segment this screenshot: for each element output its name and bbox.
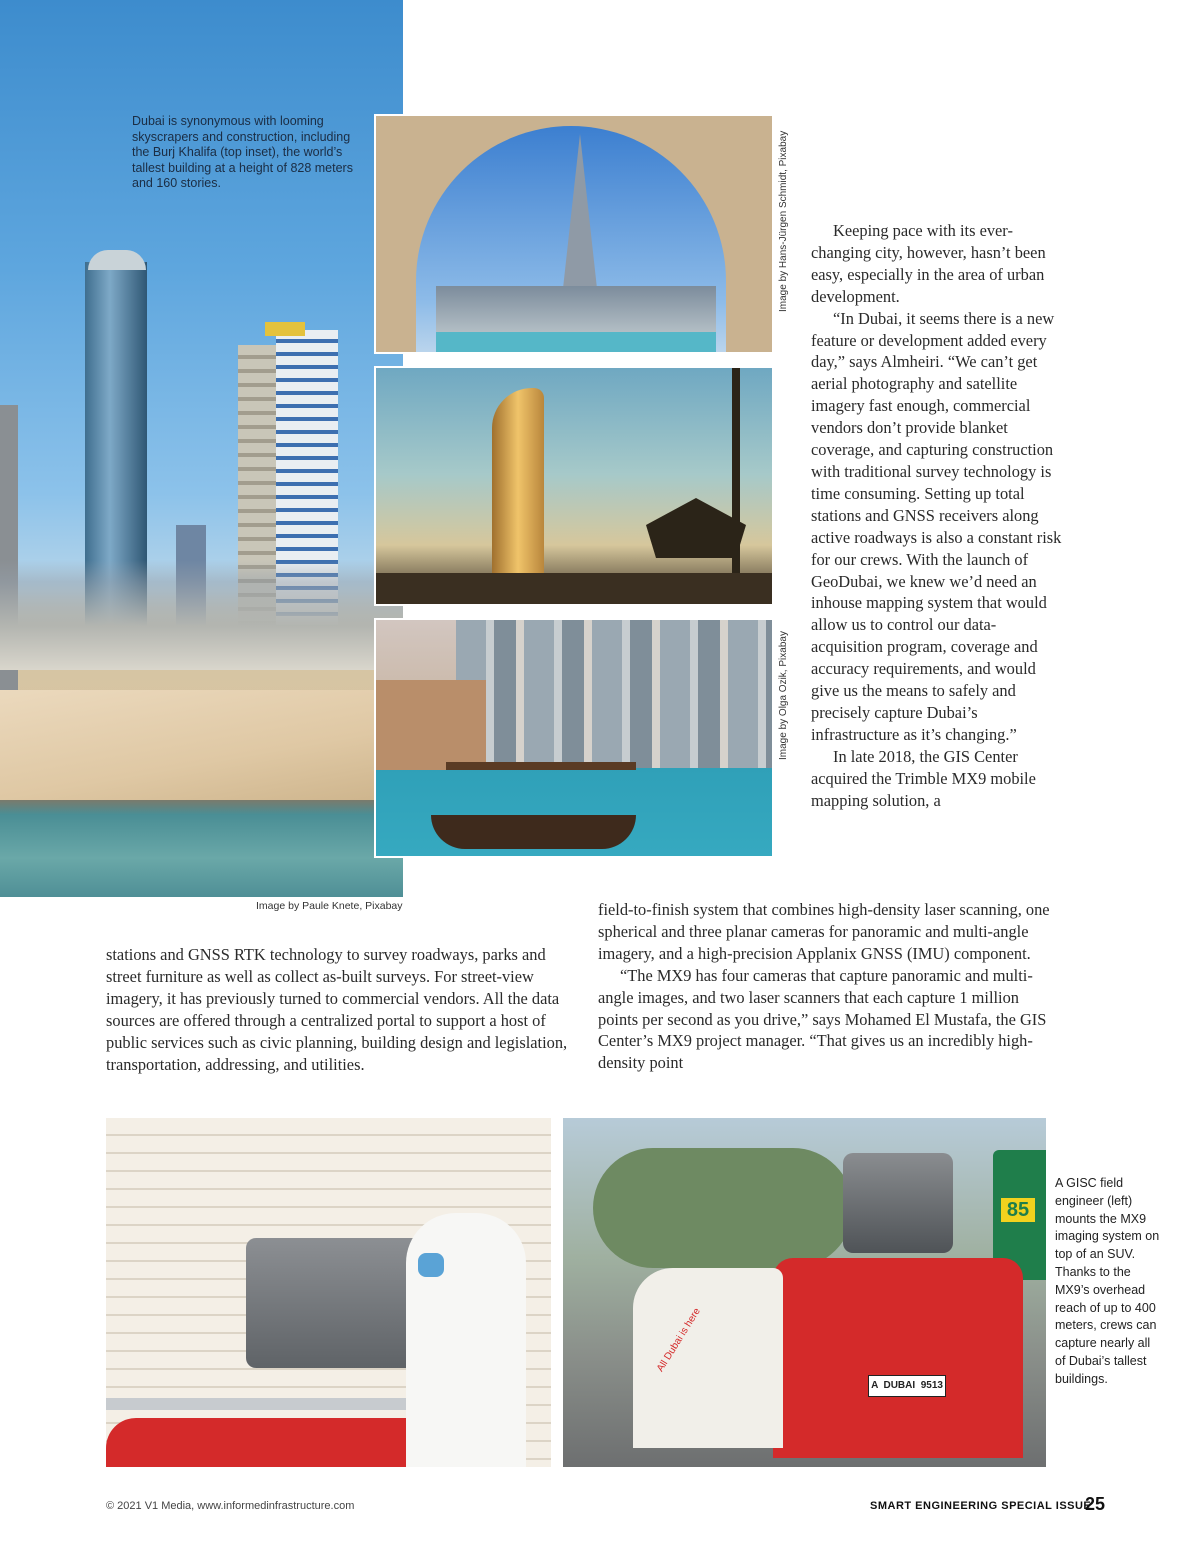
- burj-al-arab-sail: [492, 388, 544, 573]
- photo-engineer-mounting-mx9: [106, 1118, 551, 1467]
- low-buildings: [0, 560, 403, 670]
- road-sign-number: 85: [1001, 1198, 1035, 1222]
- suv-door-text: All Dubai is here: [655, 1306, 703, 1374]
- page-number: 25: [1085, 1494, 1106, 1514]
- trees-background: [593, 1148, 853, 1268]
- skyline-base: [436, 286, 716, 336]
- beach-shore: [376, 573, 774, 606]
- downtown-towers: [456, 620, 774, 768]
- souk-building: [376, 680, 486, 770]
- abra-boat-canopy: [446, 762, 636, 770]
- sand-embankment: [0, 690, 403, 800]
- paragraph: stations and GNSS RTK technology to survey roadways, parks and street furniture as well as collect as-built surveys. For street-view imagery, it has previously turned to commercial vendors. All the data sources are offered through a centralized portal to support a host of public services such as civic planning, building design and legislation, transportation, addressing, and utilities.: [106, 945, 568, 1074]
- paragraph: field-to-finish system that combines high-density laser scanning, one spherical and three planar cameras for panoramic and multi-angle imagery, and a high-precision Applanix GNSS (IMU) component.: [598, 900, 1050, 963]
- paragraph: Keeping pace with its ever-changing city, however, hasn’t been easy, especially in the area of urban development.: [811, 221, 1046, 306]
- footer-copyright: © 2021 V1 Media, www.informedinfrastructure.com: [106, 1500, 355, 1512]
- tower-blue-glass-cap: [88, 250, 146, 270]
- paragraph: “The MX9 has four cameras that capture panoramic and multi-angle images, and two laser scanners that each capture 1 million points per second as you drive,” says Mohamed El Mustafa, the GIS Center’s MX9 project manager. “That gives us an incredibly high-density point: [598, 965, 1047, 1073]
- inset-photo-abra-boat: [374, 618, 774, 858]
- bottom-photo-caption: A GISC field engineer (left) mounts the MX9 imaging system on top of an SUV. Thanks to the MX9’s overhead reach of up to 400 meters, crews can capture nearly all of Dubai’s tallest buildings.: [1055, 1176, 1160, 1386]
- tower-yellow-top: [265, 322, 305, 336]
- paragraph: In late 2018, the GIS Center acquired the Trimble MX9 mobile mapping solution, a: [811, 746, 1036, 810]
- fountain-water: [436, 332, 716, 354]
- right-column-text: [811, 220, 1063, 811]
- suv-white-side: [633, 1268, 783, 1448]
- hero-caption: Dubai is synonymous with looming skyscrapers and construction, including the Burj Khalifa (top inset), the world’s tallest building at a height of 828 meters and 160 stories.: [132, 114, 353, 190]
- paragraph: “In Dubai, it seems there is a new feature or development added every day,” says Almheiri. “We can’t get aerial photography and satellite imagery fast enough, commercial vendors don’t provide blanket coverage, and capturing construction with traditional survey technology is time consuming. Setting up total stations and GNSS receivers along active roadways is also a constant risk for our crews. With the launch of GeoDubai, we knew we’d need an inhouse mapping system that would allow us to control our data-acquisition program, coverage and accuracy requirements, and would give us the means to safely and precisely capture Dubai’s infrastructure as it’s changing.”: [811, 308, 1062, 744]
- inset-photo-burj-al-arab: [374, 366, 774, 606]
- beach-hut: [646, 498, 746, 558]
- abra-boat-hull: [431, 815, 636, 849]
- inset3-credit: Image by Olga Ozik, Pixabay: [778, 631, 789, 760]
- roof-rack: [106, 1398, 406, 1410]
- left-column-text: [106, 944, 572, 1075]
- water-channel: [0, 800, 403, 897]
- engineer-white-kandura: [406, 1213, 526, 1467]
- inset-photo-burj-khalifa: [374, 114, 774, 354]
- footer-issue-title: SMART ENGINEERING SPECIAL ISSUE: [870, 1500, 1092, 1512]
- engineer-face-mask: [418, 1253, 444, 1277]
- suv-red-rear: [773, 1258, 1023, 1458]
- hero-photo-credit: Image by Paule Knete, Pixabay: [256, 900, 403, 912]
- middle-column-text: [598, 899, 1060, 1074]
- mx9-roof-rig: [843, 1153, 953, 1253]
- license-plate: A DUBAI 9513: [868, 1375, 946, 1397]
- photo-suv-with-mx9: [563, 1118, 1046, 1467]
- hero-photo-dubai-skyline: [0, 0, 403, 897]
- inset1-credit: Image by Hans-Jürgen Schmidt, Pixabay: [778, 130, 789, 312]
- mx9-camera-rig: [246, 1238, 426, 1368]
